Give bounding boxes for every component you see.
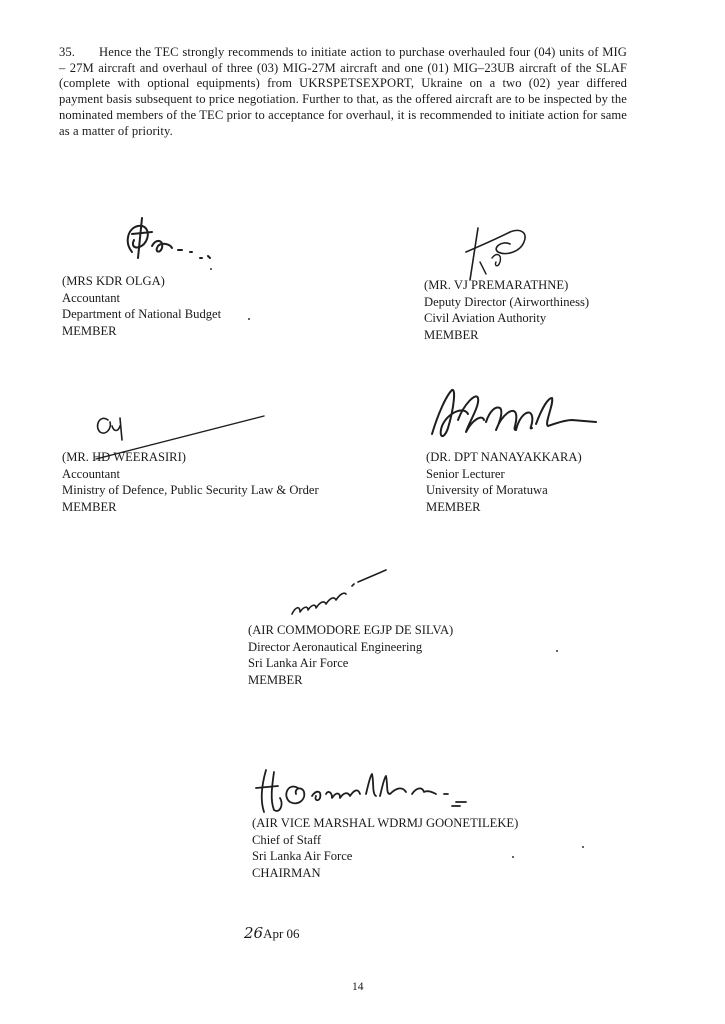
signatory-role: MEMBER <box>62 499 117 514</box>
signatory-title: Accountant <box>62 290 121 305</box>
scan-speck <box>582 846 584 848</box>
signatory-nanayakkara <box>426 449 582 515</box>
date-rest: Apr 06 <box>263 926 300 941</box>
signatory-name: (DR. DPT NANAYAKKARA) <box>426 450 582 464</box>
signatory-title: Chief of Staff <box>252 832 322 847</box>
page-number: 14 <box>352 981 364 993</box>
signatory-weerasiri <box>62 449 319 515</box>
signature-olga <box>118 212 218 272</box>
signatory-organization: Ministry of Defence, Public Security Law & Order <box>62 483 319 498</box>
paragraph-text: Hence the TEC strongly recommends to initiate action to purchase overhauled four (04) units of MIG – 27M aircraft and overhaul of three (03) MIG-27M aircraft and one (01) MIG–23UB aircraft of the SLAF (complete with optional equipments) from UKRSPETSEXPORT, Ukraine on a two (02) year differed payment basis subsequent to price negotiation. Further to that, as the offered aircraft are to be inspected by the nominated members of the TEC prior to acceptance for overhaul, it is recommended to initiate action for same as a matter of priority. <box>59 45 627 138</box>
scan-speck <box>210 268 212 270</box>
scan-speck <box>556 650 558 652</box>
signature-desilva <box>286 562 396 622</box>
signatory-title: Director Aeronautical Engineering <box>248 639 423 654</box>
signatory-goonetileke <box>252 815 518 881</box>
signatory-title: Senior Lecturer <box>426 466 505 481</box>
paragraph-35 <box>59 45 627 139</box>
signatory-title: Deputy Director (Airworthiness) <box>424 294 590 309</box>
signatory-name: (MR. VJ PREMARATHNE) <box>424 278 569 292</box>
signatory-name: (MRS KDR OLGA) <box>62 274 165 288</box>
signatory-role: MEMBER <box>248 672 303 687</box>
signatory-role: MEMBER <box>424 327 479 342</box>
signatory-organization: University of Moratuwa <box>426 483 548 498</box>
signatory-role: MEMBER <box>62 323 117 338</box>
signatory-role: CHAIRMAN <box>252 865 321 880</box>
signature-goonetileke <box>252 764 492 820</box>
signature-premarathne <box>440 222 560 282</box>
signatory-organization: Civil Aviation Authority <box>424 311 547 326</box>
signatory-name: (MR. HD WEERASIRI) <box>62 450 186 464</box>
paragraph-number: 35. <box>59 45 76 59</box>
signatory-organization: Department of National Budget <box>62 307 222 322</box>
signatory-desilva <box>248 622 453 688</box>
signatory-organization: Sri Lanka Air Force <box>252 849 353 864</box>
signatory-olga <box>62 273 221 339</box>
signatory-organization: Sri Lanka Air Force <box>248 656 349 671</box>
scan-speck <box>512 856 514 858</box>
signatory-role: MEMBER <box>426 499 481 514</box>
date-day: 26 <box>244 924 264 942</box>
signatory-name: (AIR VICE MARSHAL WDRMJ GOONETILEKE) <box>252 816 519 830</box>
signatory-premarathne <box>424 277 589 343</box>
document-date <box>244 924 300 942</box>
scan-speck <box>248 318 250 320</box>
signatory-title: Accountant <box>62 466 121 481</box>
signatory-name: (AIR COMMODORE EGJP DE SILVA) <box>248 623 454 637</box>
signature-nanayakkara <box>424 384 614 454</box>
